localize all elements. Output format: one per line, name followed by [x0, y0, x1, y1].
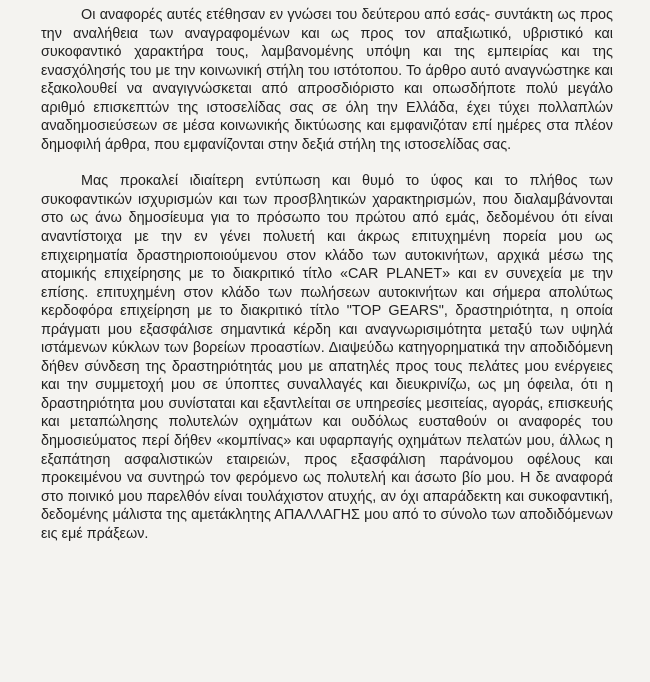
paragraph-2: Μας προκαλεί ιδιαίτερη εντύπωση και θυμό το ύφος και το πλήθος των συκοφαντικών ισχυρισμών και των προσβλητικών χαρακτηρισμών, που διαλαμβάνονται στο ως άνω δημοσίευμα για το πρόσωπο του πρώτου από εμάς, δεδομένου ότι είναι αναντίστοιχα με την εν γένει πολυετή και άκρως επιτυχημένη πορεία μου ως επιχειρηματία δραστηριοποιούμενου στον κλάδο των αυτοκινήτων, αρχικά μέσω της ατομικής επιχείρησης με το διακριτικό τίτλο «CAR PLANET» και εν συνεχεία με την επίσης. επιτυχημένη στον κλάδο των πωλήσεων αυτοκινήτων και σήμερα απολύτως κερδοφόρα επιχείρηση με το διακριτικό τίτλο "TOP GEARS", δραστηριότητα, η οποία πράγματι μου εξασφάλισε σημαντικά κέρδη και αναγνωρισιμότητα μεταξύ των υψηλά ιστάμενων κύκλων των βορείων προαστίων. Διαψεύδω κατηγορηματικά την αποδιδόμενη δήθεν σύνδεση της δραστηριότητάς μου με απατηλές προς τους πελάτες μου ενέργειες και την συμμετοχή μου σε ύποπτες συναλλαγές και διευκρινίζω, ως μη όφειλα, ότι η δραστηριότητα μου συνίσταται και εξαντλείται σε υπηρεσίες μεσιτείας, αγοράς, επισκευής και μεταπώλησης πολυτελών οχημάτων και ουδόλως ευσταθούν οι αναφορές του δημοσιεύματος περί δήθεν «κομπίνας» και υφαρπαγής οχημάτων πελατών μου, άλλως η εξαπάτηση ασφαλιστικών εταιρειών, προς εξασφάλιση παράνομου οφέλους και προκειμένου να συντηρώ τον φερόμενο ως πολυτελή και άσωτο βίο μου. Η δε αναφορά στο ποινικό μου παρελθόν είναι τουλάχιστον ατυχής, αν όχι απαράδεκτη και συκοφαντική, δεδομένης μάλιστα της αμετάκλητης ΑΠΑΛΛΑΓΗΣ μου από το σύνολο των αποδιδόμενων εις εμέ πράξεων. — [41, 173, 613, 542]
document-page — [41, 6, 613, 543]
paragraph-1: Οι αναφορές αυτές ετέθησαν εν γνώσει του δεύτερου από εσάς- συντάκτη ως προς την αναλήθεια των αναγραφομένων και ως προς τον απαξιωτικό, υβριστικό και συκοφαντικό χαρακτήρα τους, λαμβανομένης υπόψη και της εμπειρίας και της ενασχόλησής του με την κοινωνική στήλη του ιστότοπου. Το άρθρο αυτό αναγνώστηκε και εξακολουθεί να αναγιγνώσκεται από απροσδιόριστο και οπωσδήποτε πολύ μεγάλο αριθμό επισκεπτών της ιστοσελίδας σας σε όλη την Ελλάδα, έχει τύχει πολλαπλών αναδημοσιεύσεων σε μέσα κοινωνικής δικτύωσης και εμφανιζόταν επί ημέρες στα πλέον δημοφιλή άρθρα, που εμφανίζονται στην δεξιά στήλη της ιστοσελίδας σας. — [41, 7, 613, 153]
